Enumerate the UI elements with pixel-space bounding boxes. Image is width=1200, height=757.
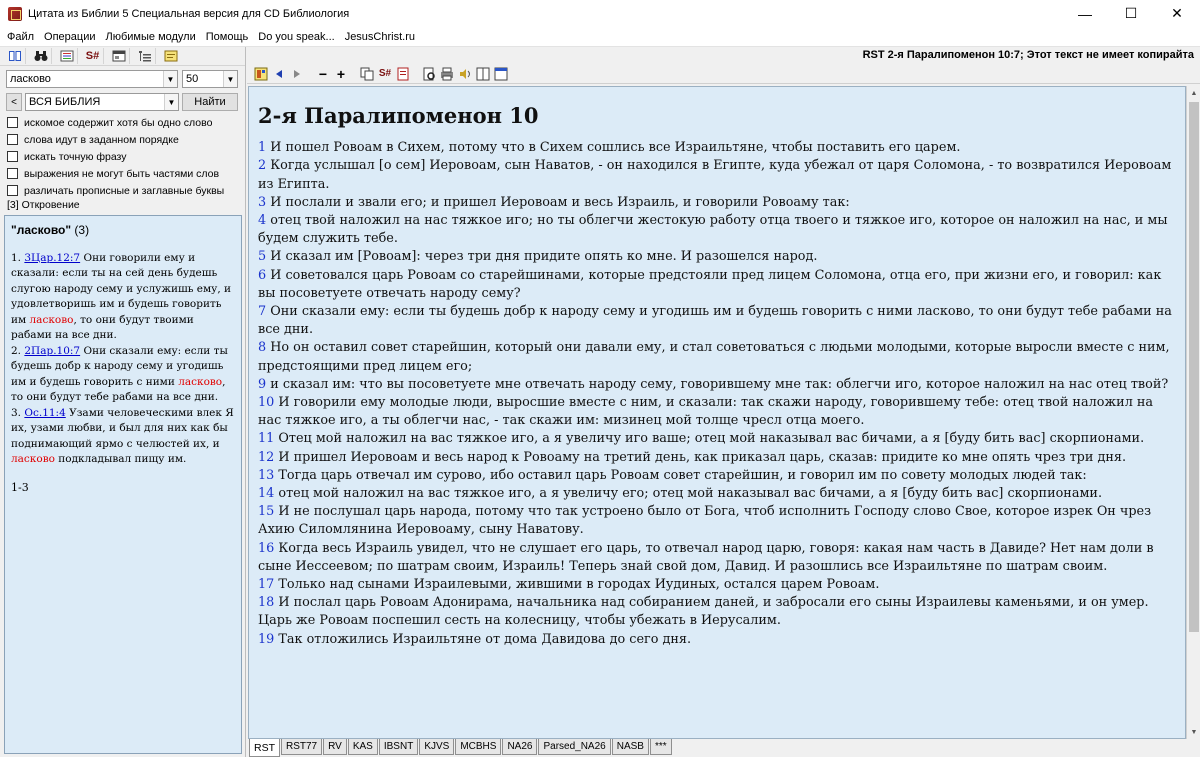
verse <box>258 139 1176 157</box>
verse-text: и сказал им: что вы посоветуете мне отвечать народу сему, говорившему мне так: облегчи иго, которое наложил на нас отец твой? <box>270 376 1169 392</box>
results-header: "ласково" (3) <box>11 223 90 237</box>
verse-number[interactable]: 15 <box>258 504 275 520</box>
tab-rst77[interactable]: RST77 <box>281 739 322 755</box>
search-hit: ласково <box>29 313 74 326</box>
verse-text: И послали и звали его; и пришел Иеровоам и весь Израиль, и говорили Ровоаму так: <box>270 194 850 210</box>
copyright-bar: RST 2-я Паралипоменон 10:7; Этот текст не имеет копирайта <box>862 49 1194 61</box>
checkbox[interactable] <box>7 151 18 162</box>
window-icon[interactable] <box>493 66 509 82</box>
bible-text-view[interactable] <box>248 86 1186 739</box>
checkbox[interactable] <box>7 168 18 179</box>
scroll-down-icon[interactable]: ▼ <box>1190 728 1198 736</box>
verse-number[interactable]: 2 <box>258 158 267 174</box>
search-options <box>7 114 224 199</box>
search-hit: ласково <box>178 375 223 388</box>
results-pages: 1-3 <box>11 480 29 494</box>
left-toolbar <box>0 47 245 66</box>
menu-file[interactable]: Файл <box>7 30 35 43</box>
zoom-in-icon[interactable]: + <box>336 65 346 82</box>
window-controls <box>1062 0 1200 27</box>
scope-select[interactable] <box>25 93 179 111</box>
minimize-button[interactable]: — <box>1078 5 1092 22</box>
verse-text: Так отложились Израильтяне от дома Давидова до сего дня. <box>278 631 692 647</box>
chevron-down-icon[interactable]: ▼ <box>164 94 178 110</box>
scope-row <box>6 93 238 111</box>
tab-kjvs[interactable]: KJVS <box>419 739 454 755</box>
verse-number[interactable]: 16 <box>258 540 275 556</box>
option-whole-words[interactable]: выражения не могут быть частями слов <box>7 165 224 182</box>
result-count-value: 50 <box>186 73 199 85</box>
tab--[interactable]: *** <box>650 739 672 755</box>
search-hit: ласково <box>11 453 55 465</box>
result-ref-link[interactable]: 2Пар.10:7 <box>24 344 81 357</box>
zoom-out-icon[interactable]: − <box>318 65 328 82</box>
tab-na26[interactable]: NA26 <box>502 739 537 755</box>
window-icon[interactable] <box>108 48 130 64</box>
verse-number[interactable]: 13 <box>258 467 275 483</box>
print-icon[interactable] <box>439 66 455 82</box>
strong-icon[interactable]: S# <box>82 48 104 64</box>
verse-number[interactable]: 7 <box>258 304 267 320</box>
verse <box>258 576 1176 594</box>
verse-text: Они сказали ему: если ты будешь добр к народу сему и угодишь им и будешь говорить с ними ласково, то они будут тебе рабами на все дни. <box>258 304 1172 338</box>
verse-number[interactable]: 14 <box>258 486 275 502</box>
menu-do-you-speak[interactable]: Do you speak... <box>258 30 335 43</box>
result-ref-link[interactable]: 3Цар.12:7 <box>24 251 81 264</box>
result-book-label: [3] Откровение <box>7 199 80 211</box>
find-button[interactable]: Найти <box>182 93 238 111</box>
checkbox[interactable] <box>7 134 18 145</box>
result-item: 3. Ос.11:4 Узами человеческими влек Я их, узами любви, и был для них как бы поднимающий ярмо с челюстей их, и ласково подкладывал пищу им. <box>11 406 234 465</box>
chevron-down-icon[interactable]: ▼ <box>223 71 237 87</box>
option-exact-phrase[interactable]: искать точную фразу <box>7 148 224 165</box>
verse <box>258 267 1176 303</box>
window-title: Цитата из Библии 5 Специальная версия для CD Библиология <box>28 7 350 20</box>
preview-icon[interactable] <box>421 66 437 82</box>
search-row <box>6 70 238 88</box>
result-count-select[interactable] <box>182 70 238 88</box>
tab-nasb[interactable]: NASB <box>612 739 649 755</box>
menu-help[interactable]: Помощь <box>205 30 249 43</box>
speaker-icon[interactable] <box>457 66 473 82</box>
verse <box>258 467 1176 485</box>
verse <box>258 212 1176 248</box>
verse-text: И пришел Иеровоам и весь народ к Ровоаму на третий день, как приказал царь, сказав: придите ко мне опять чрез три дня. <box>278 449 1127 465</box>
verse-text: отец мой наложил на вас тяжкое иго, а я увеличу его; отец мой наказывал вас бичами, а я [буду бить вас] скорпионами. <box>278 486 1103 502</box>
verse-text: Когда весь Израиль увидел, что не слушает его царь, то отвечал народ царю, говоря: какая нам часть в Давиде? Нет нам доли в сыне Иессеевом; по шатрам своим, Израиль! Теперь знай свой дом, Давид. И разошлись все Израильтяне по шатрам своим. <box>258 540 1154 574</box>
verse-number[interactable]: 9 <box>258 376 267 392</box>
verse-text: И не послушал царь народа, потому что так устроено было от Бога, чтоб исполнить Господу слово Свое, которое изрек Он чрез Ахию Силомлянина Иеровоаму, сыну Наватову. <box>258 504 1152 538</box>
copy-icon[interactable] <box>359 66 375 82</box>
verse <box>258 449 1176 467</box>
verse <box>258 194 1176 212</box>
menu-jesuschrist[interactable]: JesusChrist.ru <box>344 30 415 43</box>
chapter-title: 2-я Паралипоменон 10 <box>258 103 539 128</box>
verse-number[interactable]: 17 <box>258 577 275 593</box>
search-query-value: ласково <box>10 73 51 85</box>
scroll-up-icon[interactable]: ▲ <box>1190 89 1198 97</box>
scope-value: ВСЯ БИБЛИЯ <box>29 96 101 108</box>
verse-text: отец твой наложил на нас тяжкое иго; но ты облегчи жестокую работу отца твоего и тяжкое иго, которое он наложил на нас, и мы будем служить тебе. <box>258 213 1168 247</box>
verse-number[interactable]: 10 <box>258 395 275 411</box>
chevron-down-icon[interactable]: ▼ <box>163 71 177 87</box>
binoculars-icon[interactable] <box>30 48 52 64</box>
book-icon[interactable] <box>4 48 26 64</box>
verse-text: Отец мой наложил на вас тяжкое иго, а я увеличу иго ваше; отец мой наказывал вас бичами, а я [буду бить вас] скорпионами. <box>278 431 1145 447</box>
menu-operations[interactable]: Операции <box>44 30 96 43</box>
verse-text: И сказал им [Ровоам]: через три дня придите опять ко мне. И разошелся народ. <box>270 249 818 265</box>
verse-text: Только над сынами Израилевыми, жившими в городах Иудиных, остался царем Ровоам. <box>278 577 880 593</box>
verse-number[interactable]: 1 <box>258 140 267 156</box>
layout-icon[interactable] <box>253 66 269 82</box>
tab-rst[interactable]: RST <box>249 739 280 757</box>
verse <box>258 339 1176 375</box>
result-ref-link[interactable]: Ос.11:4 <box>24 406 66 419</box>
module-tabs <box>249 739 673 755</box>
verse-text: Тогда царь отвечал им сурово, ибо оставил царь Ровоам совет старейшин, и говорил им по совету молодых людей так: <box>278 467 1087 483</box>
tab-kas[interactable]: KAS <box>348 739 378 755</box>
checkbox[interactable] <box>7 185 18 196</box>
verse <box>258 503 1176 539</box>
option-word-order[interactable]: слова идут в заданном порядке <box>7 131 224 148</box>
verse-number[interactable]: 6 <box>258 267 267 283</box>
verse-number[interactable]: 4 <box>258 213 267 229</box>
result-item: 1. 3Цар.12:7 Они говорили ему и сказали: если ты на сей день будешь слугою народу сему и услужишь ему, и удовлетворишь им и будешь говорить им ласково, то они будут твоими рабами на все дни. <box>11 251 232 341</box>
verse-number[interactable]: 3 <box>258 194 267 210</box>
tab-mcbhs[interactable]: MCBHS <box>455 739 501 755</box>
verse <box>258 485 1176 503</box>
verse <box>258 394 1176 430</box>
option-any-word[interactable]: искомое содержит хотя бы одно слово <box>7 114 224 131</box>
search-results[interactable] <box>4 215 242 754</box>
result-item: 2. 2Пар.10:7 Они сказали ему: если ты будешь добр к народу сему и угодишь им и будешь говорить с ними ласково, то они будут тебе рабами на все дни. <box>11 344 228 403</box>
verse <box>258 248 1176 266</box>
tab-ibsnt[interactable]: IBSNT <box>379 739 418 755</box>
verse-number[interactable]: 18 <box>258 595 275 611</box>
verse-number[interactable]: 19 <box>258 631 275 647</box>
note-icon[interactable] <box>160 48 182 64</box>
verse-list <box>258 139 1176 649</box>
tab-parsed-na26[interactable]: Parsed_NA26 <box>538 739 610 755</box>
verse-text: И послал царь Ровоам Адонирама, начальника над собиранием даней, и забросали его сыны Израилевы каменьями, и он умер. Царь же Ровоам поспешил сесть на колесницу, чтобы убежать в Иерусалим. <box>258 595 1149 629</box>
strong-icon[interactable]: S# <box>378 68 392 79</box>
verse <box>258 303 1176 339</box>
verse-number[interactable]: 11 <box>258 431 275 447</box>
verse-text: И советовался царь Ровоам со старейшинами, которые предстояли пред лицем Соломона, отца его, при жизни его, и говорил: как вы посоветуете отвечать народу сему? <box>258 267 1162 301</box>
close-button[interactable]: ✕ <box>1171 5 1183 21</box>
verse-text: И говорили ему молодые люди, выросшие вместе с ним, и сказали: так скажи народу, говорившему тебе: отец твой наложил на нас тяжкое иго, а ты облегчи нас, - так скажи им: мизинец мой толще чресл отца моего. <box>258 395 1154 429</box>
option-case-sensitive[interactable]: различать прописные и заглавные буквы <box>7 182 224 199</box>
title-bar <box>0 0 1200 27</box>
columns-icon[interactable] <box>475 66 491 82</box>
verse <box>258 430 1176 448</box>
checkbox[interactable] <box>7 117 18 128</box>
tab-rv[interactable]: RV <box>323 739 347 755</box>
verse <box>258 631 1176 649</box>
verse-number[interactable]: 5 <box>258 249 267 265</box>
verse-number[interactable]: 12 <box>258 449 275 465</box>
menu-bar <box>0 27 1200 47</box>
scrollbar-thumb[interactable] <box>1189 102 1199 632</box>
prev-scope-button[interactable]: < <box>6 93 22 111</box>
verse <box>258 157 1176 193</box>
verse <box>258 540 1176 576</box>
verse-text: Когда услышал [о сем] Иеровоам, сын Наватов, - он находился в Египте, куда убежал от царя Соломона, - то возвратился Иеровоам из Египта. <box>258 158 1172 192</box>
verse-text: Но он оставил совет старейшин, который они давали ему, и стал советоваться с людьми молодыми, которые выросли вместе с ним, предстоящими пред лицем его; <box>258 340 1170 374</box>
search-input[interactable] <box>6 70 178 88</box>
verse <box>258 594 1176 630</box>
search-panel <box>0 47 246 757</box>
reader-toolbar <box>247 64 1200 84</box>
verse <box>258 376 1176 394</box>
prev-icon[interactable] <box>271 66 287 82</box>
menu-favorites[interactable]: Любимые модули <box>105 30 196 43</box>
app-icon <box>8 7 22 21</box>
list-icon[interactable] <box>56 48 78 64</box>
next-icon[interactable] <box>289 66 305 82</box>
maximize-button[interactable]: ☐ <box>1124 5 1138 21</box>
verse-text: И пошел Ровоам в Сихем, потому что в Сихем сошлись все Израильтяне, чтобы поставить его царем. <box>270 140 961 156</box>
note-icon[interactable] <box>395 66 411 82</box>
verse-number[interactable]: 8 <box>258 340 267 356</box>
tree-icon[interactable] <box>134 48 156 64</box>
vertical-scrollbar[interactable] <box>1186 86 1200 739</box>
